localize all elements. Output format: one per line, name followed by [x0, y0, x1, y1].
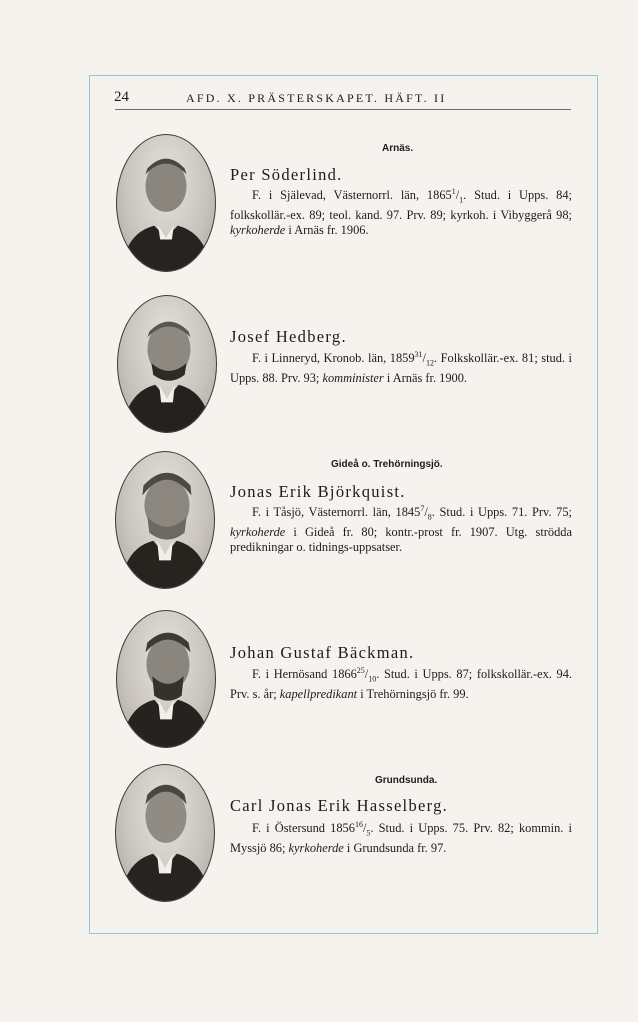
- role-title: kyrkoherde: [230, 525, 286, 540]
- portrait-photo-icon: [115, 764, 215, 902]
- header-rule: [115, 109, 571, 110]
- section-place-arnas: Arnäs.: [382, 143, 414, 154]
- section-place-gidea: Gideå o. Trehörningsjö.: [331, 459, 443, 470]
- person-bio: F. i Tåsjö, Västernorrl. län, $1845^7/_8$. Stud. i Upps. 71. Prv. 75; kyrkoherde i Gideå fr. 80; kontr.-prost fr. 1907. Utg. strödda predikningar o. tidnings-uppsatser.: [230, 504, 572, 555]
- portrait-photo-icon: [117, 295, 217, 433]
- role-title: kapellpredikant: [279, 687, 358, 702]
- running-title: AFD. X. PRÄSTERSKAPET. HÄFT. II: [186, 91, 447, 105]
- role-title: komminister: [322, 371, 384, 386]
- page-number: 24: [114, 89, 129, 105]
- person-bio: F. i Linneryd, Kronob. län, $1859^{31}/_{12}$. Folkskollär.-ex. 81; stud. i Upps. 88. Prv. 93; komminister i Arnäs fr. 1900.: [230, 350, 572, 386]
- portrait-photo-icon: [116, 610, 216, 748]
- role-title: kyrkoherde: [230, 223, 286, 238]
- person-name: Josef Hedberg.: [230, 327, 347, 346]
- section-place-grundsunda: Grundsunda.: [375, 775, 438, 786]
- page-header: [114, 89, 572, 109]
- role-title: kyrkoherde: [288, 841, 344, 856]
- person-name: Johan Gustaf Bäckman.: [230, 643, 415, 662]
- person-name: Per Söderlind.: [230, 165, 343, 184]
- person-name: Jonas Erik Björkquist.: [230, 482, 406, 501]
- person-bio: F. i Själevad, Västernorrl. län, $1865^1/_1$. Stud. i Upps. 84; folkskollär.-ex. 89; teol. kand. 97. Prv. 89; kyrkoh. i Vibyggerå 98; kyrkoherde i Arnäs fr. 1906.: [230, 187, 572, 238]
- portrait-photo-icon: [115, 451, 215, 589]
- person-bio: F. i Hernösand $1866^{25}/_{10}$. Stud. i Upps. 87; folkskollär.-ex. 94. Prv. s. år; kapellpredikant i Trehörningsjö fr. 99.: [230, 666, 572, 702]
- portrait-photo-icon: [116, 134, 216, 272]
- person-name: Carl Jonas Erik Hasselberg.: [230, 796, 449, 815]
- person-bio: F. i Östersund $1856^{16}/_5$. Stud. i Upps. 75. Prv. 82; kommin. i Myssjö 86; kyrkoherde i Grundsunda fr. 97.: [230, 820, 572, 856]
